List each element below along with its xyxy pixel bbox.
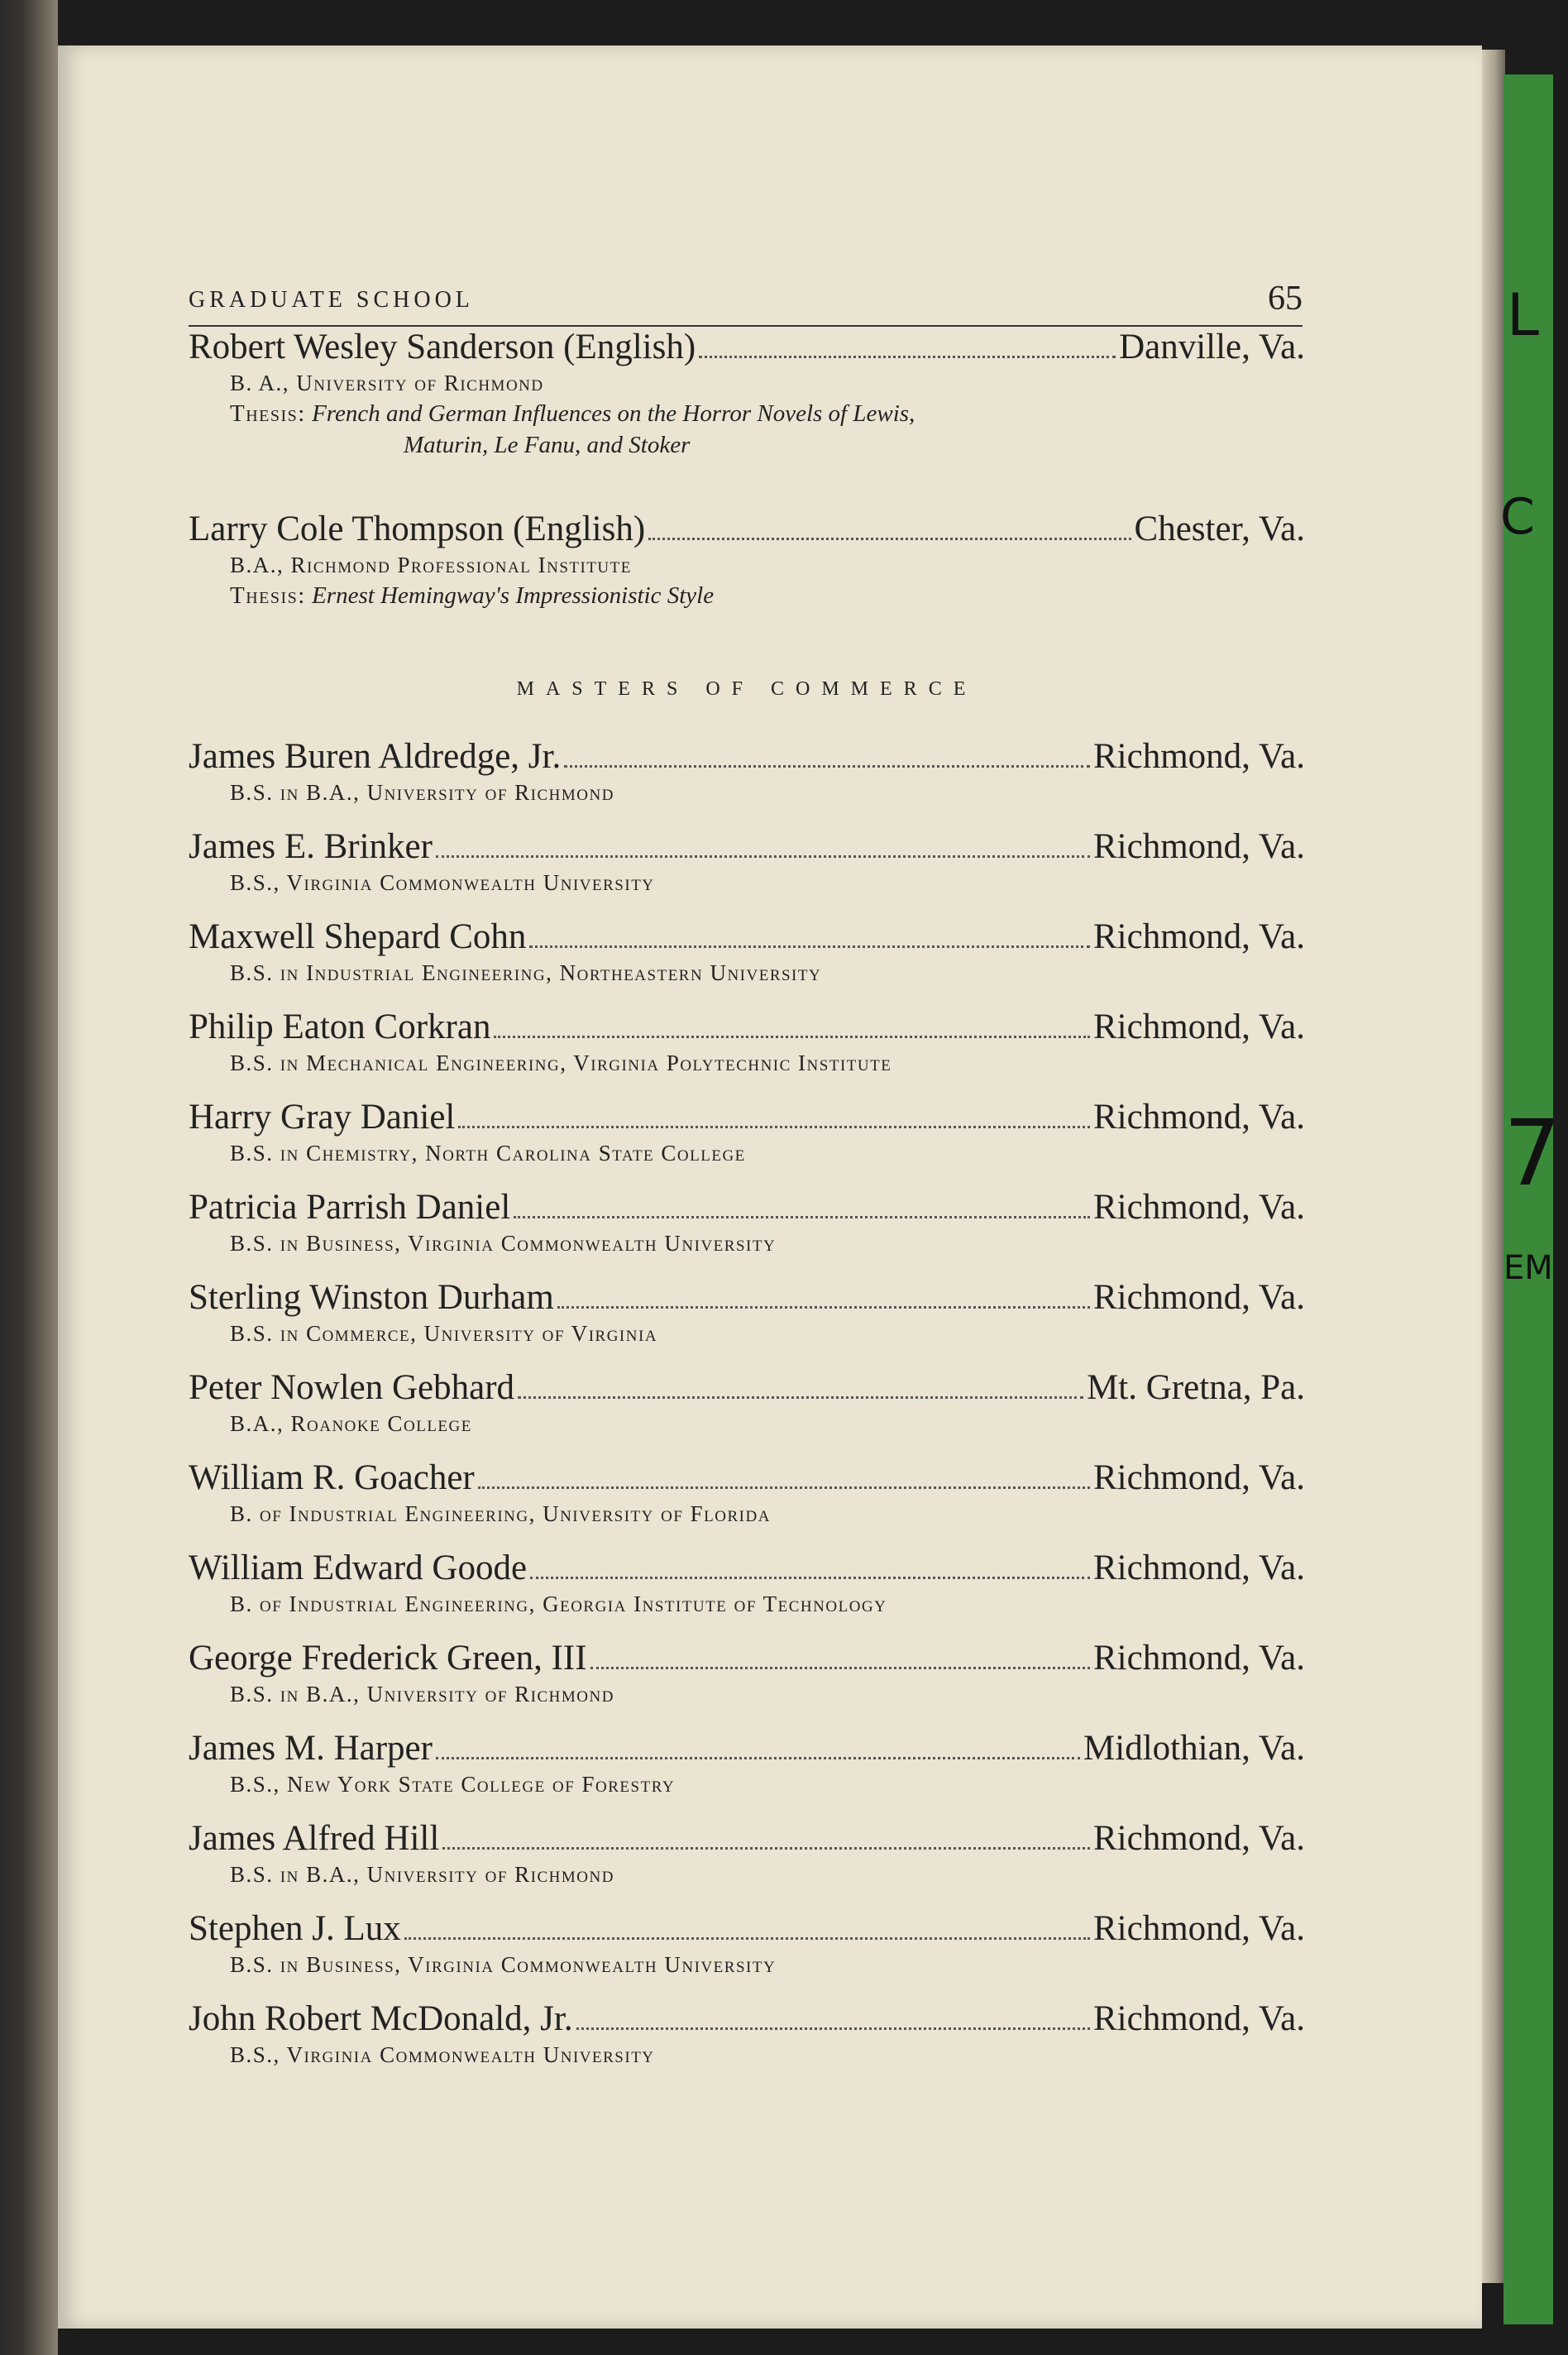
section-heading: MASTERS OF COMMERCE bbox=[516, 678, 978, 700]
degree-line: B.S., Virginia Commonwealth University bbox=[230, 870, 655, 895]
graduate-name: Sterling Winston Durham bbox=[189, 1278, 554, 1317]
commerce-entry bbox=[189, 1908, 1305, 1979]
commerce-entry bbox=[189, 1638, 1305, 1709]
leader-dots bbox=[529, 945, 1090, 948]
page-stack-edge bbox=[1480, 50, 1505, 2283]
leader-dots bbox=[404, 1937, 1090, 1940]
degree-line: B.S., New York State College of Forestry bbox=[230, 1772, 676, 1797]
graduate-name: John Robert McDonald, Jr. bbox=[189, 1999, 573, 2038]
commerce-entry bbox=[189, 917, 1305, 988]
graduate-hometown: Mt. Gretna, Pa. bbox=[1087, 1368, 1305, 1407]
leader-dots bbox=[436, 855, 1090, 858]
commerce-entry bbox=[189, 1367, 1305, 1438]
graduate-hometown: Richmond, Va. bbox=[1092, 737, 1305, 776]
commerce-entry bbox=[189, 826, 1305, 897]
leader-dots bbox=[699, 356, 1116, 358]
graduate-name: Philip Eaton Corkran bbox=[189, 1008, 491, 1046]
degree-line: B.S. in B.A., University of Richmond bbox=[230, 1862, 614, 1887]
graduate-hometown: Richmond, Va. bbox=[1092, 1188, 1305, 1227]
degree-line: B.S. in Business, Virginia Commonwealth University bbox=[230, 1231, 777, 1256]
degree-line: B.S. in B.A., University of Richmond bbox=[230, 780, 614, 805]
running-header-title: GRADUATE SCHOOL bbox=[189, 287, 474, 313]
commerce-entry bbox=[189, 1007, 1305, 1078]
graduate-hometown: Richmond, Va. bbox=[1092, 1458, 1305, 1497]
entry-name-line bbox=[189, 1007, 1305, 1048]
leader-dots bbox=[530, 1577, 1090, 1579]
entry-name-line bbox=[189, 1187, 1305, 1228]
entry-name-line bbox=[189, 1638, 1305, 1679]
graduate-hometown: Richmond, Va. bbox=[1092, 1548, 1305, 1587]
degree-line: B.S. in Industrial Engineering, Northeastern University bbox=[230, 960, 822, 985]
thesis-title: Ernest Hemingway's Impressionistic Style bbox=[312, 582, 715, 609]
entry-name-line bbox=[189, 509, 1305, 550]
degree-line: B.S. in Chemistry, North Carolina State College bbox=[230, 1141, 746, 1166]
graduate-name: Harry Gray Daniel bbox=[189, 1098, 456, 1137]
graduate-name: Patricia Parrish Daniel bbox=[189, 1188, 511, 1227]
leader-dots bbox=[648, 538, 1131, 540]
graduate-hometown: Danville, Va. bbox=[1119, 328, 1305, 366]
degree-line: B. of Industrial Engineering, University of Florida bbox=[230, 1501, 771, 1526]
degree-line: B.A., Roanoke College bbox=[230, 1411, 472, 1436]
commerce-entry bbox=[189, 1097, 1305, 1168]
leader-dots bbox=[436, 1757, 1080, 1759]
graduate-hometown: Richmond, Va. bbox=[1092, 1008, 1305, 1046]
entry-name-line bbox=[189, 1548, 1305, 1589]
entry-name-line bbox=[189, 1908, 1305, 1950]
degree-line: B.S. in Commerce, University of Virginia bbox=[230, 1321, 658, 1346]
leader-dots bbox=[557, 1306, 1090, 1309]
graduate-hometown: Richmond, Va. bbox=[1092, 917, 1305, 956]
graduate-name: James Alfred Hill bbox=[189, 1819, 440, 1858]
thesis-line bbox=[230, 398, 1305, 461]
leader-dots bbox=[458, 1126, 1090, 1128]
degree-line: B.A., Richmond Professional Institute bbox=[230, 553, 632, 577]
leader-dots bbox=[514, 1216, 1090, 1218]
graduate-entry bbox=[189, 509, 1305, 611]
commerce-entry bbox=[189, 1728, 1305, 1799]
graduate-name: James Buren Aldredge, Jr. bbox=[189, 737, 562, 776]
entry-name-line bbox=[189, 1998, 1305, 2040]
leader-dots bbox=[576, 2027, 1090, 2030]
graduate-hometown: Richmond, Va. bbox=[1092, 1278, 1305, 1317]
degree-line: B.S., Virginia Commonwealth University bbox=[230, 2042, 655, 2067]
commerce-entry bbox=[189, 1458, 1305, 1529]
degree-line: B.S. in Mechanical Engineering, Virginia Polytechnic Institute bbox=[230, 1051, 892, 1075]
graduate-hometown: Richmond, Va. bbox=[1092, 1999, 1305, 2038]
entry-name-line bbox=[189, 736, 1305, 778]
entry-name-line bbox=[189, 1818, 1305, 1860]
running-header bbox=[189, 244, 1303, 327]
thesis-label: Thesis: bbox=[230, 582, 306, 609]
thesis-label: Thesis: bbox=[230, 400, 306, 427]
cover-fragment-l: L bbox=[1507, 281, 1539, 349]
thesis-title: French and German Influences on the Horror Novels of Lewis, bbox=[312, 400, 915, 427]
degree-line: B. of Industrial Engineering, Georgia Institute of Technology bbox=[230, 1592, 887, 1616]
graduate-hometown: Richmond, Va. bbox=[1092, 1819, 1305, 1858]
graduate-name: Maxwell Shepard Cohn bbox=[189, 917, 527, 956]
degree-line: B. A., University of Richmond bbox=[230, 371, 544, 395]
degree-line: B.S. in B.A., University of Richmond bbox=[230, 1682, 614, 1706]
entry-name-line bbox=[189, 1367, 1305, 1409]
commerce-entry bbox=[189, 1548, 1305, 1619]
commerce-entry bbox=[189, 1187, 1305, 1258]
graduate-name: Robert Wesley Sanderson (English) bbox=[189, 328, 696, 366]
leader-dots bbox=[442, 1847, 1090, 1850]
thesis-line bbox=[230, 580, 1305, 611]
thesis-title-continued: Maturin, Le Fanu, and Stoker bbox=[404, 432, 691, 458]
page-number: 65 bbox=[1268, 280, 1303, 318]
commerce-entry bbox=[189, 1818, 1305, 1889]
graduate-hometown: Richmond, Va. bbox=[1092, 1639, 1305, 1678]
entry-name-line bbox=[189, 1728, 1305, 1769]
graduate-hometown: Richmond, Va. bbox=[1092, 1909, 1305, 1948]
book-page bbox=[58, 45, 1482, 2329]
graduate-hometown: Richmond, Va. bbox=[1092, 1098, 1305, 1137]
leader-dots bbox=[494, 1036, 1090, 1038]
entry-name-line bbox=[189, 1097, 1305, 1138]
graduate-name: Peter Nowlen Gebhard bbox=[189, 1368, 515, 1407]
cover-fragment-7: 7 bbox=[1503, 1100, 1561, 1206]
graduate-name: James E. Brinker bbox=[189, 827, 433, 866]
graduate-name: George Frederick Green, III bbox=[189, 1639, 587, 1678]
graduate-name: William R. Goacher bbox=[189, 1458, 475, 1497]
entry-name-line bbox=[189, 1277, 1305, 1319]
book-spine-edge bbox=[0, 0, 58, 2355]
graduate-entry bbox=[189, 327, 1305, 461]
graduate-hometown: Midlothian, Va. bbox=[1083, 1729, 1305, 1768]
leader-dots bbox=[564, 765, 1090, 768]
commerce-entry bbox=[189, 1998, 1305, 2070]
commerce-entry bbox=[189, 1277, 1305, 1348]
graduate-name: James M. Harper bbox=[189, 1729, 433, 1768]
leader-dots bbox=[518, 1396, 1083, 1399]
commerce-entry bbox=[189, 736, 1305, 807]
adjacent-cover-strip bbox=[1500, 74, 1561, 2324]
entry-name-line bbox=[189, 826, 1305, 868]
graduate-name: William Edward Goode bbox=[189, 1548, 528, 1587]
entry-name-line bbox=[189, 327, 1305, 368]
cover-fragment-c: C bbox=[1500, 488, 1535, 546]
entry-name-line bbox=[189, 1458, 1305, 1499]
graduate-name: Stephen J. Lux bbox=[189, 1909, 401, 1948]
leader-dots bbox=[590, 1667, 1090, 1669]
graduate-name: Larry Cole Thompson (English) bbox=[189, 510, 646, 548]
graduate-hometown: Richmond, Va. bbox=[1092, 827, 1305, 866]
degree-line: B.S. in Business, Virginia Commonwealth University bbox=[230, 1952, 777, 1977]
entry-name-line bbox=[189, 917, 1305, 958]
graduate-hometown: Chester, Va. bbox=[1134, 510, 1305, 548]
cover-fragment-em: EM bbox=[1503, 1249, 1553, 1287]
leader-dots bbox=[478, 1486, 1090, 1489]
